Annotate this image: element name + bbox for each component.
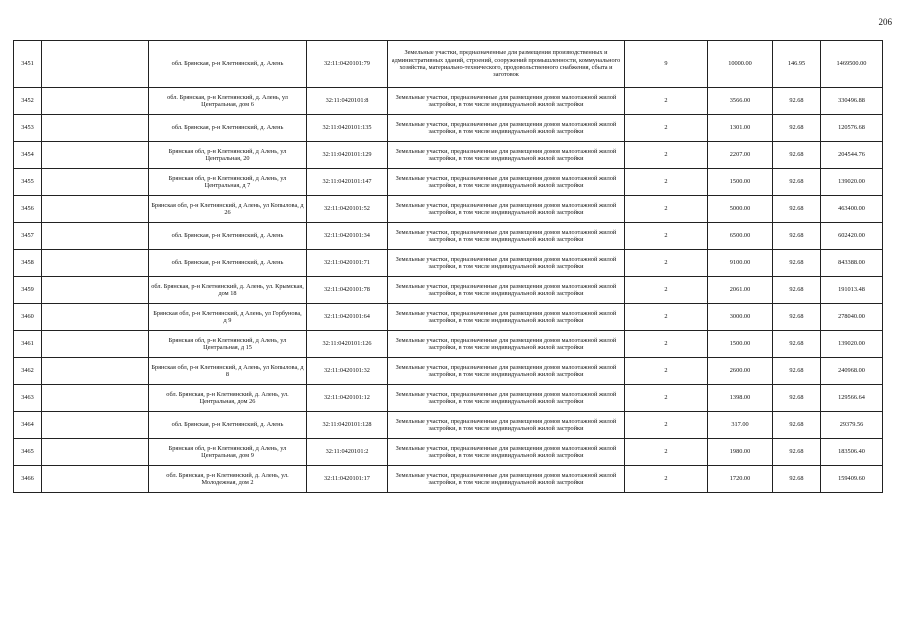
table-row (14, 412, 883, 439)
cadastral-value-cell: 278040.00 (821, 304, 883, 331)
empty-cell (42, 115, 149, 142)
area-cell: 1301.00 (708, 115, 773, 142)
cadastral-value-cell: 183506.40 (821, 439, 883, 466)
cadastral-value-table (13, 40, 883, 493)
table-row (14, 304, 883, 331)
address-cell: Брянская обл, р-н Клетнянский, д Алень, ул Копылова, д 26 (149, 196, 307, 223)
group-cell: 2 (625, 115, 708, 142)
group-cell: 2 (625, 331, 708, 358)
cadastral-value-cell: 120576.68 (821, 115, 883, 142)
page-number: 206 (878, 17, 892, 27)
address-cell: обл. Брянская, р-н Клетнянский, д. Алень (149, 223, 307, 250)
area-cell: 10000.00 (708, 41, 773, 88)
area-cell: 1500.00 (708, 331, 773, 358)
table-row (14, 358, 883, 385)
land-use-cell: Земельные участки, предназначенные для размещения домов малоэтажной жилой застройки, в том числе индивидуальной жилой застройки (388, 196, 625, 223)
land-use-cell: Земельные участки, предназначенные для размещения домов малоэтажной жилой застройки, в том числе индивидуальной жилой застройки (388, 115, 625, 142)
address-cell: обл. Брянская, р-н Клетнянский, д. Алень, ул Центральная, дом 6 (149, 88, 307, 115)
area-cell: 6500.00 (708, 223, 773, 250)
table-row (14, 439, 883, 466)
cadastral-number-cell: 32:11:0420101:8 (307, 88, 388, 115)
rate-cell: 92.68 (773, 115, 821, 142)
land-use-cell: Земельные участки, предназначенные для размещения домов малоэтажной жилой застройки, в том числе индивидуальной жилой застройки (388, 385, 625, 412)
group-cell: 2 (625, 304, 708, 331)
row-number-cell: 3460 (14, 304, 42, 331)
cadastral-value-cell: 240968.00 (821, 358, 883, 385)
group-cell: 2 (625, 466, 708, 493)
cadastral-number-cell: 32:11:0420101:12 (307, 385, 388, 412)
row-number-cell: 3465 (14, 439, 42, 466)
empty-cell (42, 331, 149, 358)
cadastral-value-cell: 330496.88 (821, 88, 883, 115)
row-number-cell: 3452 (14, 88, 42, 115)
table-row (14, 142, 883, 169)
row-number-cell: 3451 (14, 41, 42, 88)
land-use-cell: Земельные участки, предназначенные для размещения домов малоэтажной жилой застройки, в том числе индивидуальной жилой застройки (388, 466, 625, 493)
table-row (14, 196, 883, 223)
address-cell: обл. Брянская, р-н Клетнянский, д. Алень, ул. Крымская, дом 18 (149, 277, 307, 304)
empty-cell (42, 250, 149, 277)
address-cell: Брянская обл, р-н Клетнянский, д Алень, ул Копылова, д 8 (149, 358, 307, 385)
area-cell: 3566.00 (708, 88, 773, 115)
land-use-cell: Земельные участки, предназначенные для размещения домов малоэтажной жилой застройки, в том числе индивидуальной жилой застройки (388, 142, 625, 169)
row-number-cell: 3458 (14, 250, 42, 277)
cadastral-value-cell: 463400.00 (821, 196, 883, 223)
empty-cell (42, 439, 149, 466)
address-cell: обл. Брянская, р-н Клетнянский, д. Алень, ул. Центральная, дом 26 (149, 385, 307, 412)
cadastral-value-cell: 1469500.00 (821, 41, 883, 88)
empty-cell (42, 358, 149, 385)
cadastral-number-cell: 32:11:0420101:78 (307, 277, 388, 304)
land-use-cell: Земельные участки, предназначенные для размещения домов малоэтажной жилой застройки, в том числе индивидуальной жилой застройки (388, 223, 625, 250)
land-use-cell: Земельные участки, предназначенные для размещения домов малоэтажной жилой застройки, в том числе индивидуальной жилой застройки (388, 169, 625, 196)
cadastral-number-cell: 32:11:0420101:129 (307, 142, 388, 169)
group-cell: 2 (625, 385, 708, 412)
table-row (14, 250, 883, 277)
rate-cell: 92.68 (773, 331, 821, 358)
row-number-cell: 3454 (14, 142, 42, 169)
address-cell: обл. Брянская, р-н Клетнянский, д. Алень (149, 250, 307, 277)
address-cell: обл. Брянская, р-н Клетнянский, д. Алень (149, 412, 307, 439)
rate-cell: 92.68 (773, 277, 821, 304)
empty-cell (42, 142, 149, 169)
rate-cell: 92.68 (773, 250, 821, 277)
area-cell: 1500.00 (708, 169, 773, 196)
cadastral-value-cell: 159409.60 (821, 466, 883, 493)
rate-cell: 92.68 (773, 196, 821, 223)
land-use-cell: Земельные участки, предназначенные для размещения домов малоэтажной жилой застройки, в том числе индивидуальной жилой застройки (388, 331, 625, 358)
group-cell: 2 (625, 439, 708, 466)
rate-cell: 146.95 (773, 41, 821, 88)
row-number-cell: 3457 (14, 223, 42, 250)
cadastral-number-cell: 32:11:0420101:147 (307, 169, 388, 196)
area-cell: 2061.00 (708, 277, 773, 304)
cadastral-value-cell: 602420.00 (821, 223, 883, 250)
row-number-cell: 3463 (14, 385, 42, 412)
cadastral-value-cell: 204544.76 (821, 142, 883, 169)
rate-cell: 92.68 (773, 439, 821, 466)
empty-cell (42, 196, 149, 223)
rate-cell: 92.68 (773, 358, 821, 385)
row-number-cell: 3456 (14, 196, 42, 223)
cadastral-value-cell: 129566.64 (821, 385, 883, 412)
address-cell: Брянская обл, р-н Клетнянский, д Алень, ул Центральная, д 7 (149, 169, 307, 196)
group-cell: 2 (625, 196, 708, 223)
cadastral-value-cell: 843388.00 (821, 250, 883, 277)
table-body (14, 41, 883, 493)
rate-cell: 92.68 (773, 304, 821, 331)
empty-cell (42, 277, 149, 304)
cadastral-number-cell: 32:11:0420101:52 (307, 196, 388, 223)
cadastral-number-cell: 32:11:0420101:17 (307, 466, 388, 493)
area-cell: 317.00 (708, 412, 773, 439)
address-cell: Брянская обл, р-н Клетнянский, д Алень, ул Горбунова, д 9 (149, 304, 307, 331)
area-cell: 1720.00 (708, 466, 773, 493)
rate-cell: 92.68 (773, 223, 821, 250)
empty-cell (42, 466, 149, 493)
address-cell: обл. Брянская, р-н Клетнянский, д. Алень (149, 115, 307, 142)
table-row (14, 466, 883, 493)
table-row (14, 331, 883, 358)
row-number-cell: 3459 (14, 277, 42, 304)
row-number-cell: 3464 (14, 412, 42, 439)
land-use-cell: Земельные участки, предназначенные для размещения домов малоэтажной жилой застройки, в том числе индивидуальной жилой застройки (388, 250, 625, 277)
area-cell: 3000.00 (708, 304, 773, 331)
land-use-cell: Земельные участки, предназначенные для размещения домов малоэтажной жилой застройки, в том числе индивидуальной жилой застройки (388, 358, 625, 385)
cadastral-number-cell: 32:11:0420101:128 (307, 412, 388, 439)
row-number-cell: 3455 (14, 169, 42, 196)
table-row (14, 115, 883, 142)
table-row (14, 41, 883, 88)
group-cell: 2 (625, 223, 708, 250)
cadastral-number-cell: 32:11:0420101:2 (307, 439, 388, 466)
area-cell: 2207.00 (708, 142, 773, 169)
cadastral-number-cell: 32:11:0420101:126 (307, 331, 388, 358)
area-cell: 9100.00 (708, 250, 773, 277)
cadastral-number-cell: 32:11:0420101:34 (307, 223, 388, 250)
land-use-cell: Земельные участки, предназначенные для размещения домов малоэтажной жилой застройки, в том числе индивидуальной жилой застройки (388, 304, 625, 331)
empty-cell (42, 304, 149, 331)
cadastral-value-cell: 29379.56 (821, 412, 883, 439)
group-cell: 2 (625, 169, 708, 196)
address-cell: обл. Брянская, р-н Клетнянский, д. Алень (149, 41, 307, 88)
row-number-cell: 3462 (14, 358, 42, 385)
empty-cell (42, 169, 149, 196)
rate-cell: 92.68 (773, 466, 821, 493)
rate-cell: 92.68 (773, 169, 821, 196)
row-number-cell: 3453 (14, 115, 42, 142)
cadastral-value-cell: 191013.48 (821, 277, 883, 304)
address-cell: Брянская обл, р-н Клетнянский, д Алень, ул Центральная, дом 9 (149, 439, 307, 466)
cadastral-number-cell: 32:11:0420101:79 (307, 41, 388, 88)
area-cell: 5000.00 (708, 196, 773, 223)
empty-cell (42, 385, 149, 412)
group-cell: 2 (625, 412, 708, 439)
empty-cell (42, 223, 149, 250)
area-cell: 2600.00 (708, 358, 773, 385)
cadastral-value-cell: 139020.00 (821, 331, 883, 358)
rate-cell: 92.68 (773, 142, 821, 169)
cadastral-number-cell: 32:11:0420101:71 (307, 250, 388, 277)
cadastral-value-cell: 139020.00 (821, 169, 883, 196)
land-use-cell: Земельные участки, предназначенные для размещения домов малоэтажной жилой застройки, в том числе индивидуальной жилой застройки (388, 439, 625, 466)
rate-cell: 92.68 (773, 385, 821, 412)
area-cell: 1398.00 (708, 385, 773, 412)
table-row (14, 385, 883, 412)
land-use-cell: Земельные участки, предназначенные для размещения производственных и административных зданий, строений, сооружений промышленности, коммунального хозяйства, материально-технического, продовольственного снабжения, сбыта и заготовок (388, 41, 625, 88)
cadastral-number-cell: 32:11:0420101:32 (307, 358, 388, 385)
rate-cell: 92.68 (773, 88, 821, 115)
empty-cell (42, 412, 149, 439)
empty-cell (42, 41, 149, 88)
area-cell: 1980.00 (708, 439, 773, 466)
group-cell: 2 (625, 88, 708, 115)
group-cell: 2 (625, 142, 708, 169)
table-row (14, 277, 883, 304)
address-cell: обл. Брянская, р-н Клетнянский, д. Алень, ул. Молодежная, дом 2 (149, 466, 307, 493)
cadastral-number-cell: 32:11:0420101:64 (307, 304, 388, 331)
cadastral-number-cell: 32:11:0420101:135 (307, 115, 388, 142)
row-number-cell: 3466 (14, 466, 42, 493)
rate-cell: 92.68 (773, 412, 821, 439)
land-use-cell: Земельные участки, предназначенные для размещения домов малоэтажной жилой застройки, в том числе индивидуальной жилой застройки (388, 277, 625, 304)
address-cell: Брянская обл, р-н Клетнянский, д Алень, ул Центральная, д 15 (149, 331, 307, 358)
land-use-cell: Земельные участки, предназначенные для размещения домов малоэтажной жилой застройки, в том числе индивидуальной жилой застройки (388, 88, 625, 115)
group-cell: 2 (625, 358, 708, 385)
empty-cell (42, 88, 149, 115)
land-use-cell: Земельные участки, предназначенные для размещения домов малоэтажной жилой застройки, в том числе индивидуальной жилой застройки (388, 412, 625, 439)
row-number-cell: 3461 (14, 331, 42, 358)
group-cell: 9 (625, 41, 708, 88)
table-row (14, 169, 883, 196)
address-cell: Брянская обл, р-н Клетнянский, д Алень, ул Центральная, 20 (149, 142, 307, 169)
group-cell: 2 (625, 250, 708, 277)
group-cell: 2 (625, 277, 708, 304)
table-row (14, 223, 883, 250)
table-row (14, 88, 883, 115)
